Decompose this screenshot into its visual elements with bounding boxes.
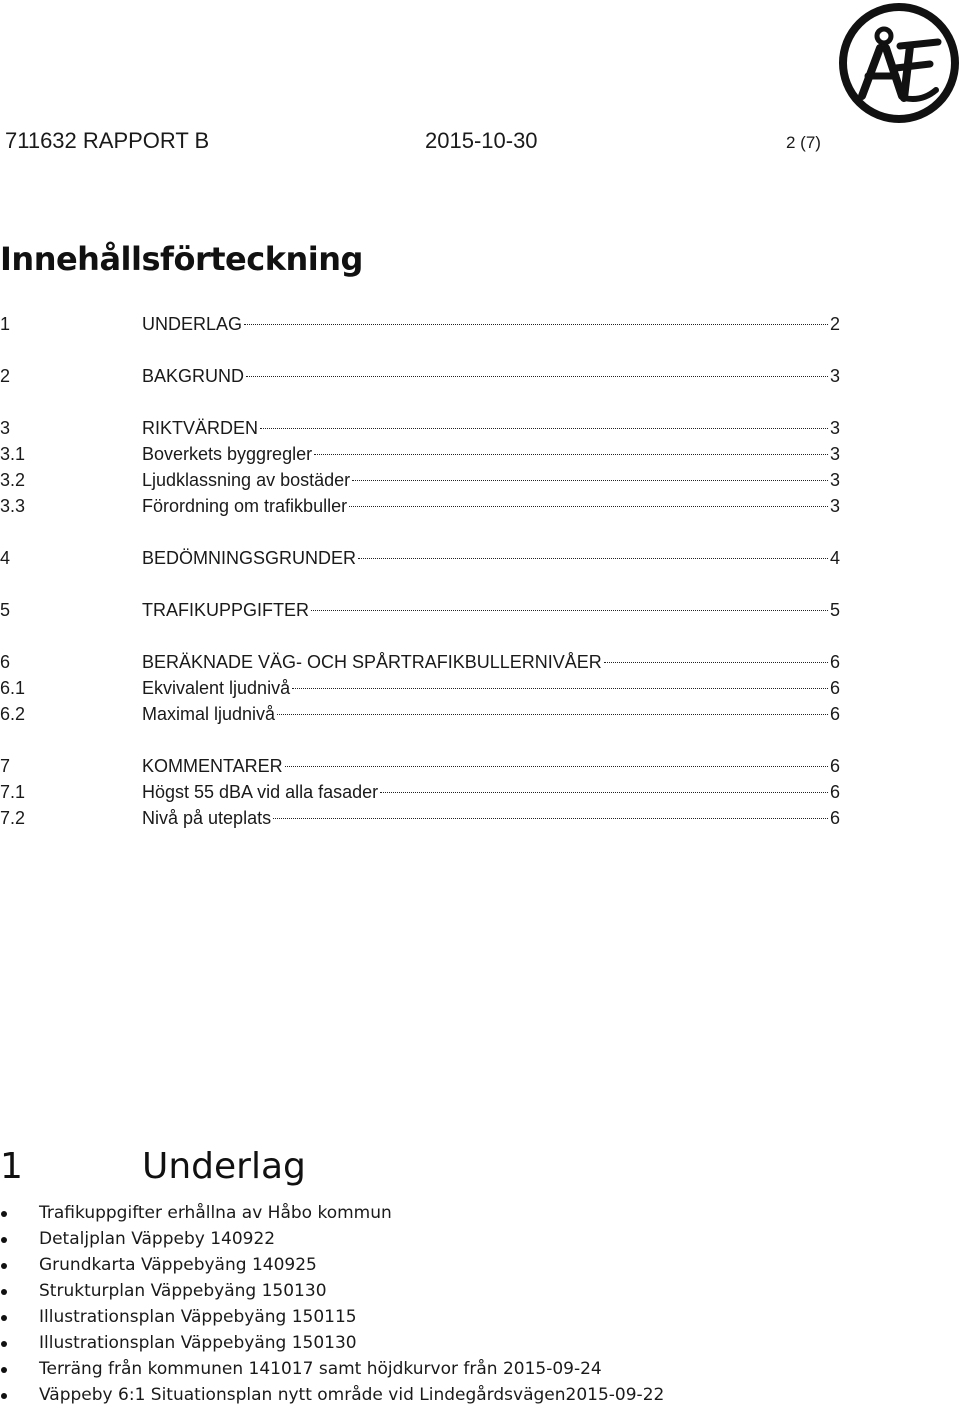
toc-entry-title: BAKGRUND <box>142 366 245 386</box>
toc-entry-number: 6.1 <box>0 678 26 698</box>
toc-entry-title: BEDÖMNINGSGRUNDER <box>142 548 357 568</box>
toc-entry-page: 6 <box>829 652 840 672</box>
toc-entry-page: 6 <box>829 756 840 776</box>
toc-entry-page: 6 <box>829 704 840 724</box>
toc-entry-number: 7 <box>0 756 11 776</box>
toc-entry-line <box>142 364 840 388</box>
toc-entry-page: 3 <box>829 470 840 490</box>
toc-entry-title: KOMMENTARER <box>142 756 283 776</box>
toc-entry-title: Nivå på uteplats <box>142 808 272 828</box>
toc-entry-number: 1 <box>0 314 11 334</box>
toc-dot-leader <box>292 688 828 689</box>
toc-entry[interactable] <box>0 806 840 830</box>
toc-entry-line <box>142 676 840 700</box>
bullet-icon <box>1 1393 7 1399</box>
list-item-text: Illustrationsplan Väppebyäng 150130 <box>39 1333 357 1353</box>
toc-dot-leader <box>349 506 828 507</box>
toc-entry-number: 6 <box>0 652 11 672</box>
toc-entry-number: 3 <box>0 418 11 438</box>
af-logo-mark <box>838 2 960 124</box>
toc-entry-title: Högst 55 dBA vid alla fasader <box>142 782 379 802</box>
toc-dot-leader <box>314 454 828 455</box>
toc-dot-leader <box>352 480 828 481</box>
toc-entry-line <box>142 312 840 336</box>
toc-entry-line <box>142 598 840 622</box>
list-item-text: Illustrationsplan Väppebyäng 150115 <box>39 1307 357 1327</box>
toc-entry-line <box>142 494 840 518</box>
toc-entry-line <box>142 546 840 570</box>
toc-entry-title: BERÄKNADE VÄG- OCH SPÅRTRAFIKBULLERNIVÅER <box>142 652 602 672</box>
toc-entry-number: 3.2 <box>0 470 26 490</box>
toc-entry[interactable] <box>0 702 840 726</box>
toc-entry-page: 5 <box>829 600 840 620</box>
toc-entry[interactable] <box>0 468 840 492</box>
toc-entry-line <box>142 702 840 726</box>
bullet-icon <box>1 1211 7 1217</box>
list-item-text: Terräng från kommunen 141017 samt höjdkurvor från 2015-09-24 <box>39 1359 602 1379</box>
toc-entry-title: Ljudklassning av bostäder <box>142 470 351 490</box>
toc-entry-page: 3 <box>829 496 840 516</box>
toc-entry-title: Maximal ljudnivå <box>142 704 276 724</box>
toc-dot-leader <box>246 376 828 377</box>
toc-entry-line <box>142 442 840 466</box>
toc-entry-title: Förordning om trafikbuller <box>142 496 348 516</box>
toc-entry-number: 3.3 <box>0 496 26 516</box>
toc-dot-leader <box>273 818 828 819</box>
toc-entry[interactable] <box>0 546 840 570</box>
section-title: Underlag <box>142 1146 306 1187</box>
toc-entry-title: Ekvivalent ljudnivå <box>142 678 291 698</box>
toc-dot-leader <box>358 558 828 559</box>
list-item-text: Väppeby 6:1 Situationsplan nytt område vid Lindegårdsvägen2015-09-22 <box>39 1385 665 1405</box>
toc-entry-page: 6 <box>829 808 840 828</box>
toc-entry-line <box>142 780 840 804</box>
toc-entry-title: UNDERLAG <box>142 314 243 334</box>
toc-entry-number: 2 <box>0 366 11 386</box>
toc-entry-page: 3 <box>829 444 840 464</box>
toc-entry[interactable] <box>0 598 840 622</box>
document-date: 2015-10-30 <box>425 128 538 153</box>
toc-dot-leader <box>244 324 828 325</box>
bullet-icon <box>1 1263 7 1269</box>
toc-entry-page: 6 <box>829 678 840 698</box>
document-id: 711632 RAPPORT B <box>5 128 210 153</box>
toc-heading: Innehållsförteckning <box>0 240 363 278</box>
toc-entry[interactable] <box>0 754 840 778</box>
toc-dot-leader <box>604 662 828 663</box>
toc-entry-page: 3 <box>829 366 840 386</box>
toc-entry-title: Boverkets byggregler <box>142 444 313 464</box>
toc-entry-number: 5 <box>0 600 11 620</box>
toc-entry-number: 7.2 <box>0 808 26 828</box>
toc-entry[interactable] <box>0 416 840 440</box>
toc-entry-title: TRAFIKUPPGIFTER <box>142 600 310 620</box>
bullet-icon <box>1 1237 7 1243</box>
toc-entry-number: 7.1 <box>0 782 26 802</box>
toc-entry-line <box>142 806 840 830</box>
bullet-icon <box>1 1341 7 1347</box>
list-item-text: Strukturplan Väppebyäng 150130 <box>39 1281 327 1301</box>
bullet-icon <box>1 1289 7 1295</box>
toc-entry-title: RIKTVÄRDEN <box>142 418 259 438</box>
toc-entry[interactable] <box>0 312 840 336</box>
toc-dot-leader <box>277 714 828 715</box>
toc-dot-leader <box>311 610 828 611</box>
page-indicator: 2 (7) <box>786 133 821 152</box>
company-logo <box>838 2 960 124</box>
bullet-icon <box>1 1315 7 1321</box>
toc-entry-page: 4 <box>829 548 840 568</box>
toc-entry-number: 4 <box>0 548 11 568</box>
toc-dot-leader <box>260 428 828 429</box>
toc-entry-page: 6 <box>829 782 840 802</box>
toc-entry[interactable] <box>0 364 840 388</box>
toc-entry-page: 3 <box>829 418 840 438</box>
toc-entry[interactable] <box>0 780 840 804</box>
section-number: 1 <box>0 1146 23 1187</box>
toc-dot-leader <box>380 792 828 793</box>
toc-entry-number: 3.1 <box>0 444 26 464</box>
toc-entry-line <box>142 754 840 778</box>
list-item-text: Detaljplan Väppeby 140922 <box>39 1229 276 1249</box>
toc-entry-page: 2 <box>829 314 840 334</box>
list-item-text: Grundkarta Väppebyäng 140925 <box>39 1255 317 1275</box>
toc-entry-number: 6.2 <box>0 704 26 724</box>
toc-dot-leader <box>285 766 828 767</box>
toc-entry[interactable] <box>0 650 840 674</box>
toc-entry[interactable] <box>0 442 840 466</box>
bullet-icon <box>1 1367 7 1373</box>
list-item-text: Trafikuppgifter erhållna av Håbo kommun <box>39 1203 392 1223</box>
toc-entry[interactable] <box>0 676 840 700</box>
toc-entry-line <box>142 468 840 492</box>
toc-entry-line <box>142 416 840 440</box>
toc-entry-line <box>142 650 840 674</box>
toc-entry[interactable] <box>0 494 840 518</box>
